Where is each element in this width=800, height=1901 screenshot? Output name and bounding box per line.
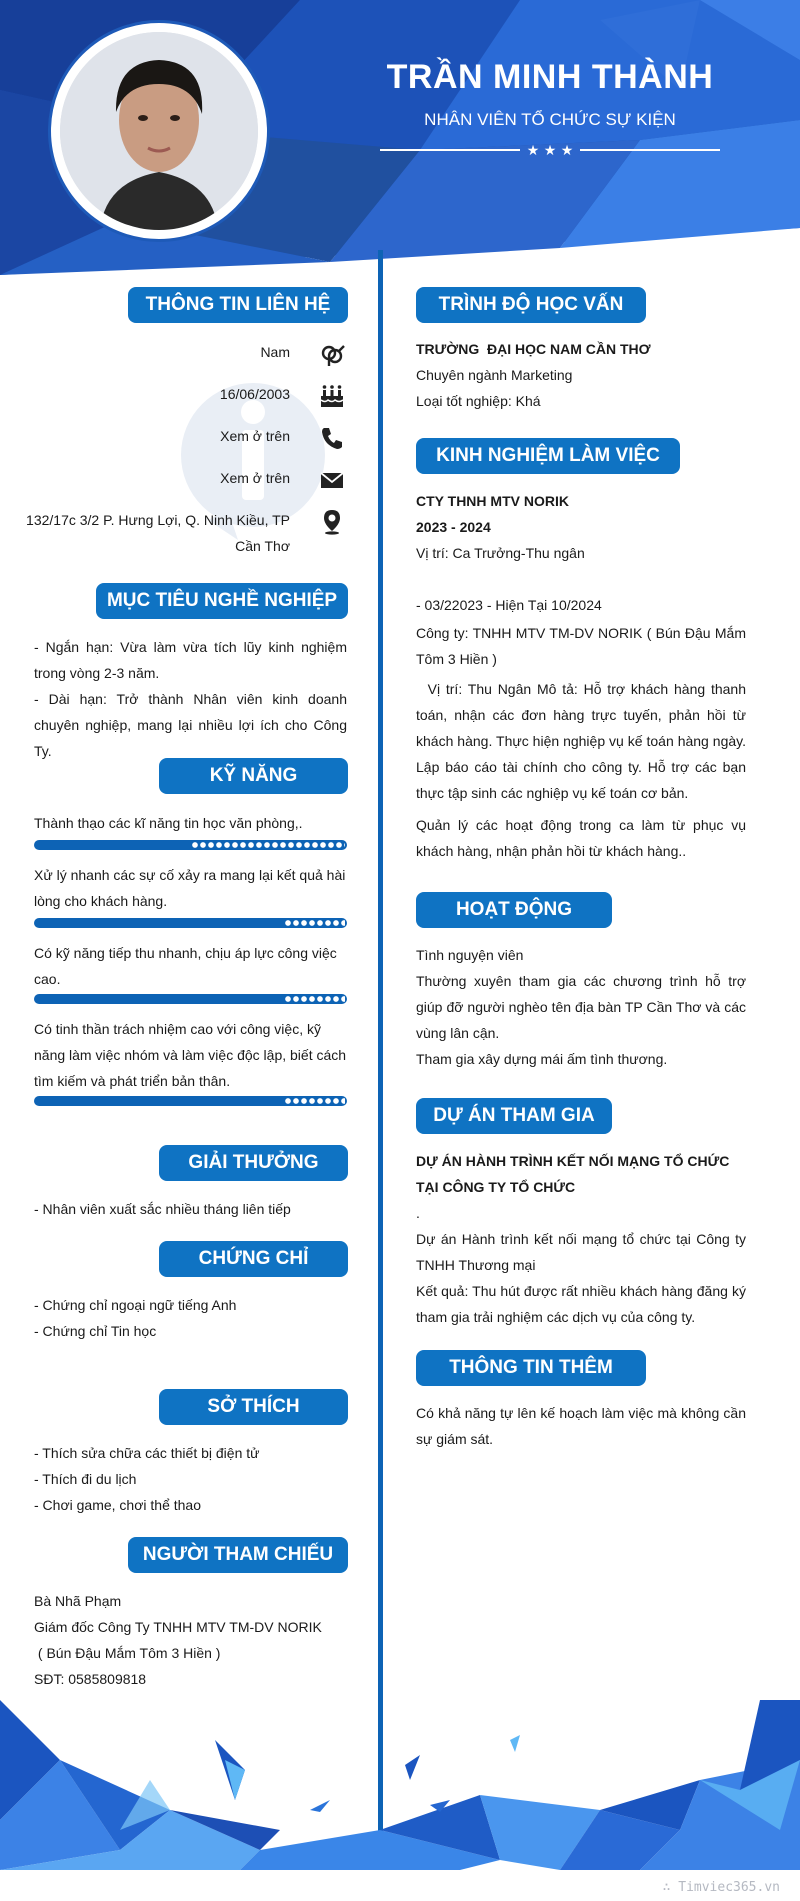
objective-header: MỤC TIÊU NGHỀ NGHIỆP [96,583,348,619]
experience-description-2: Quản lý các hoạt động trong ca làm từ phục vụ khách hàng, nhận phản hồi từ khách hàng.. [416,817,746,859]
project-description: Dự án Hành trình kết nối mạng tổ chức tại Công ty TNHH Thương mại [416,1231,746,1273]
candidate-name: TRẦN MINH THÀNH [386,58,714,96]
envelope-icon [319,467,345,493]
experience-period-1: 2023 - 2024 [416,519,491,535]
skill-label-1: Thành thạo các kĩ năng tin học văn phòng,. [34,815,303,831]
hobby-item-3: - Chơi game, chơi thể thao [34,1497,201,1513]
education-header: TRÌNH ĐỘ HỌC VẤN [416,287,646,323]
extra-info-text: Có khả năng tự lên kế hoạch làm việc mà không cần sự giám sát. [416,1405,746,1447]
experience-company-2: Công ty: TNHH MTV TM-DV NORIK ( Bún Đậu Mắm Tôm 3 Hiền ) [416,625,746,667]
skill-bar-1-empty [191,841,345,849]
education-grade: Loại tốt nghiệp: Khá [416,393,541,409]
reference-name: Bà Nhã Phạm [34,1593,122,1609]
avatar [60,32,258,230]
skill-bar-1 [34,840,347,850]
reference-company: ( Bún Đậu Mắm Tôm 3 Hiền ) [34,1645,221,1661]
email-value: Xem ở trên [220,470,290,486]
gender-value: Nam [260,344,290,360]
contact-phone [0,423,348,453]
skill-bar-2 [34,918,347,928]
gender-icon [319,341,345,367]
activities-header: HOẠT ĐỘNG [416,892,612,928]
projects-header: DỰ ÁN THAM GIA [416,1098,612,1134]
objective-long-term: - Dài hạn: Trở thành Nhân viên kinh doanh chuyên nghiệp, mang lại nhiều lợi ích cho Công Ty. [34,691,347,759]
skill-bar-3-empty [284,995,345,1003]
contact-email [0,465,348,495]
contact-address [0,507,348,563]
hobbies-header: SỞ THÍCH [159,1389,348,1425]
certificate-item-1: - Chứng chỉ ngoại ngữ tiếng Anh [34,1297,237,1313]
job-title: NHÂN VIÊN TỔ CHỨC SỰ KIỆN [424,110,676,129]
reference-phone: SĐT: 0585809818 [34,1671,147,1687]
location-pin-icon [319,509,345,535]
award-item-1: - Nhân viên xuất sắc nhiều tháng liên tiếp [34,1201,291,1217]
skill-label-3: Có kỹ năng tiếp thu nhanh, chịu áp lực công việc cao. [34,945,337,987]
experience-header: KINH NGHIỆM LÀM VIỆC [416,438,680,474]
address-value: 132/17c 3/2 P. Hưng Lợi, Q. Ninh Kiều, TP Cần Thơ [26,512,290,554]
experience-period-2: - 03/22023 - Hiện Tại 10/2024 [416,597,602,613]
experience-company-1: CTY THNH MTV NORIK [416,493,569,509]
contact-gender [0,339,348,369]
activity-role: Tình nguyện viên [416,947,524,963]
activity-description-1: Thường xuyên tham gia các chương trình hỗ trợ giúp đỡ người nghèo tên địa bàn TP Cần Thơ và các vùng lân cận. [416,973,746,1041]
experience-description-1: Vị trí: Thu Ngân Mô tả: Hỗ trợ khách hàng thanh toán, nhận các đơn hàng trực tuyến, phản hồi từ khách hàng. Thực hiện nghiệp vụ kế toán hàng ngày. Lập báo cáo tài chính cho công ty. Hỗ trợ các bạn thực tập sinh các nghiệp vụ kế toán cơ bản. [416,681,750,801]
project-separator: . [416,1205,420,1221]
hobby-item-1: - Thích sửa chữa các thiết bị điện tử [34,1445,260,1461]
skill-label-4: Có tinh thần trách nhiệm cao với công việc, kỹ năng làm việc nhóm và làm việc độc lập, biết cách tìm kiếm và phát triển bản thân. [34,1021,347,1089]
certificate-item-2: - Chứng chỉ Tin học [34,1323,157,1339]
experience-position-1: Vị trí: Ca Trưởng-Thu ngân [416,545,585,561]
skill-bar-4 [34,1096,347,1106]
svg-text:★ ★ ★: ★ ★ ★ [526,143,574,159]
phone-value: Xem ở trên [220,428,290,444]
certificates-header: CHỨNG CHỈ [159,1241,348,1277]
birthday-value: 16/06/2003 [219,386,290,402]
awards-header: GIẢI THƯỞNG [159,1145,348,1181]
skill-bar-4-empty [284,1097,345,1105]
objective-short-term: - Ngắn hạn: Vừa làm vừa tích lũy kinh nghiệm trong vòng 2-3 năm. [34,639,347,681]
education-school: TRƯỜNG ĐẠI HỌC NAM CẦN THƠ [416,341,651,357]
footer-decoration [0,1700,800,1870]
phone-icon [319,425,345,451]
skill-label-2: Xử lý nhanh các sự cố xảy ra mang lại kết quả hài lòng cho khách hàng. [34,867,346,909]
extra-info-header: THÔNG TIN THÊM [416,1350,646,1386]
hobby-item-2: - Thích đi du lịch [34,1471,137,1487]
education-major: Chuyên ngành Marketing [416,367,573,383]
project-result: Kết quả: Thu hút được rất nhiều khách hàng đăng ký tham gia trải nghiệm các dịch vụ của công ty. [416,1283,746,1325]
activity-description-2: Tham gia xây dựng mái ấm tình thương. [416,1051,668,1067]
title-ornament [380,140,720,160]
skill-bar-2-empty [284,919,345,927]
skills-header: KỸ NĂNG [159,758,348,794]
contact-birthday [0,381,348,411]
contact-header: THÔNG TIN LIÊN HỆ [128,287,348,323]
references-header: NGƯỜI THAM CHIẾU [128,1537,348,1573]
project-name: DỰ ÁN HÀNH TRÌNH KẾT NỐI MẠNG TỔ CHỨC TẠI CÔNG TY TỔ CHỨC [416,1153,730,1195]
birthday-cake-icon [319,383,345,409]
reference-position: Giám đốc Công Ty TNHH MTV TM-DV NORIK [34,1619,322,1635]
column-divider [378,250,383,1845]
site-watermark: ∴ Timviec365.vn [662,1880,780,1895]
skill-bar-3 [34,994,347,1004]
